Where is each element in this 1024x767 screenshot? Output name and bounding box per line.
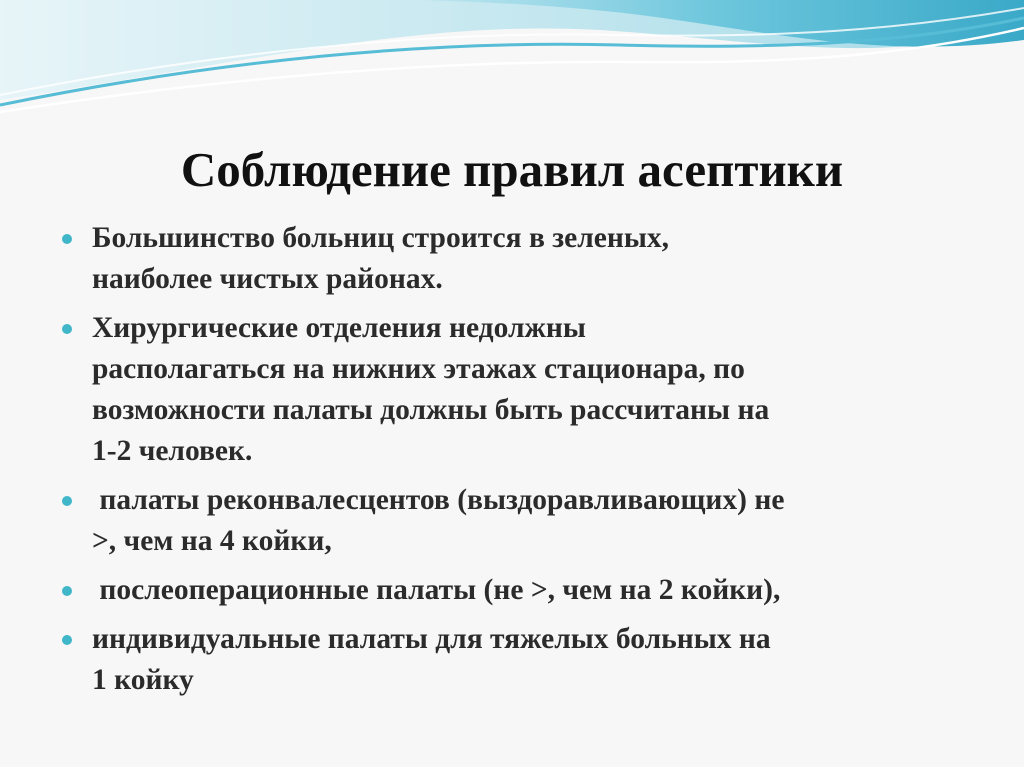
slide-title: Соблюдение правил асептики <box>180 142 844 197</box>
bullet-line: 1 койку <box>92 664 194 696</box>
bullet-line: возможности палаты должны быть рассчитаны на <box>92 394 770 426</box>
bullet-dot-icon <box>62 496 72 506</box>
bullet-line: >, чем на 4 койки, <box>92 525 332 557</box>
bullet-line: послеоперационные палаты (не >, чем на 2 койки), <box>92 574 781 606</box>
bullet-dot-icon <box>62 635 72 645</box>
bullet-line: располагаться на нижних этажах стационара, по <box>92 353 745 385</box>
list-item <box>62 218 982 300</box>
bullet-list <box>62 218 982 709</box>
bullet-dot-icon <box>62 586 72 596</box>
bullet-line: наиболее чистых районах. <box>92 263 443 295</box>
bullet-line: Большинство больниц строится в зеленых, <box>92 222 670 254</box>
bullet-line: Хирургические отделения недолжны <box>92 312 586 344</box>
list-item <box>62 480 982 562</box>
wave-header-decoration <box>0 0 1024 130</box>
bullet-line: индивидуальные палаты для тяжелых больных на <box>92 623 771 655</box>
list-item <box>62 570 982 611</box>
bullet-dot-icon <box>62 324 72 334</box>
bullet-line: палаты реконвалесцентов (выздоравливающих) не <box>92 484 785 516</box>
list-item <box>62 308 982 472</box>
bullet-dot-icon <box>62 234 72 244</box>
list-item <box>62 619 982 701</box>
bullet-line: 1-2 человек. <box>92 435 253 467</box>
